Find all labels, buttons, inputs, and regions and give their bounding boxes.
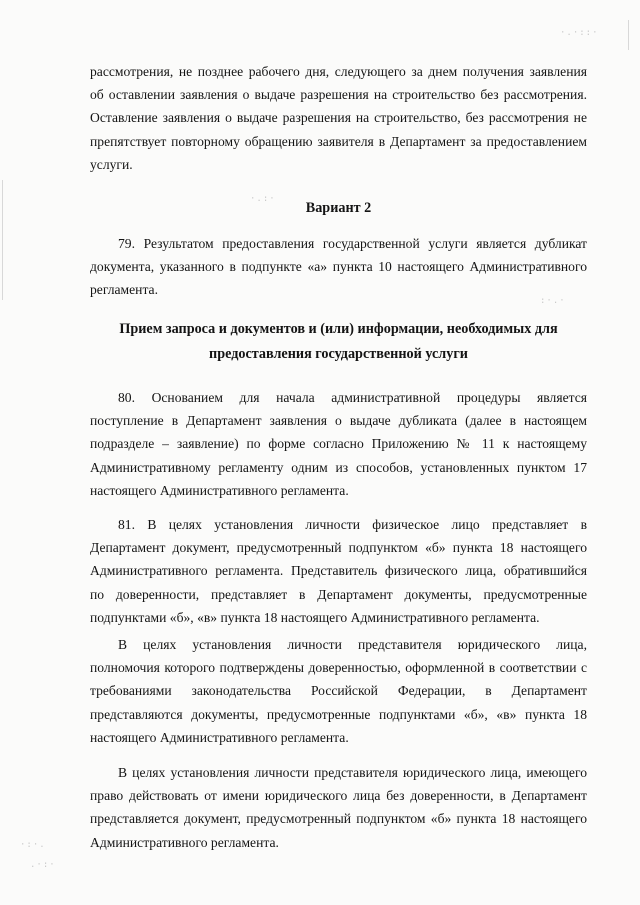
text-line: подразделе – заявление) по форме согласно Приложению № 11 к настоящему: [90, 436, 587, 452]
text-line: 80. Основанием для начала административной процедуры является: [118, 390, 587, 405]
text-line: представляется документ, предусмотренный подпунктом «б» пункта 18 настоящего: [90, 811, 587, 827]
paragraph-continuation: [90, 60, 587, 176]
text-line: настоящего Административного регламента.: [90, 729, 349, 745]
text-line: представляются документы, предусмотренные подпунктами «б», «в» пункта 18: [90, 706, 587, 722]
text-line: право действовать от имени юридического лица без доверенности, в Департамент: [90, 788, 587, 804]
scan-edge: [628, 20, 629, 50]
text-line: поступление в Департамент заявления о выдаче дубликата (далее в настоящем: [90, 413, 587, 429]
text-line: подпунктами «б», «в» пункта 18 настоящего Административного регламента.: [90, 609, 540, 625]
scan-artifact: ·.·::·: [560, 28, 599, 38]
paragraph-80: [90, 386, 587, 502]
text-line: настоящего Административного регламента.: [90, 482, 349, 498]
paragraph-legal-direct: [90, 761, 587, 854]
text-line: препятствует повторному обращению заявителя в Департамент за предоставлением: [90, 133, 587, 149]
scan-edge: [2, 180, 3, 300]
text-line: 81. В целях установления личности физическое лицо представляет в: [118, 517, 587, 532]
text-line: требованиями законодательства Российской Федерации, в Департамент: [90, 683, 587, 699]
text-line: рассмотрения, не позднее рабочего дня, следующего за днем получения заявления: [90, 64, 587, 79]
scan-artifact: ·:·.: [20, 840, 46, 850]
text-line: Административному регламенту одним из способов, установленных пунктом 17: [90, 459, 587, 475]
heading-line: Прием запроса и документов и (или) информации, необходимых для: [119, 321, 558, 337]
paragraph-81: [90, 513, 587, 629]
text-line: по доверенности, представляет в Департамент документы, предусмотренные: [90, 586, 587, 602]
heading-variant: Вариант 2: [305, 200, 372, 216]
text-line: полномочия которого подтверждены доверенностью, оформленной в соответствии с: [90, 660, 587, 676]
text-line: Административного регламента. Представитель физического лица, обратившийся: [90, 563, 587, 579]
text-line: Оставление заявления о выдаче разрешения на строительство, без рассмотрения не: [90, 110, 587, 126]
text-line: 79. Результатом предоставления государственной услуги является дубликат: [118, 236, 587, 251]
text-line: Административного регламента.: [90, 834, 279, 850]
text-line: об оставлении заявления о выдаче разрешения на строительство без рассмотрения.: [90, 87, 587, 103]
text-line: регламента.: [90, 282, 158, 298]
section-heading: [90, 317, 587, 367]
text-line: документа, указанного в подпункте «а» пункта 10 настоящего Административного: [90, 259, 587, 275]
text-line: В целях установления личности представителя юридического лица, имеющего: [118, 765, 587, 780]
paragraph-79: [90, 232, 587, 302]
text-line: услуги.: [90, 156, 133, 172]
text-line: В целях установления личности представителя юридического лица,: [118, 637, 587, 652]
text-line: Департамент документ, предусмотренный подпунктом «б» пункта 18 настоящего: [90, 540, 587, 556]
scan-artifact: :·.·: [540, 296, 566, 306]
paragraph-legal-proxy: [90, 633, 587, 749]
scan-artifact: ·.:·: [250, 194, 276, 204]
scan-artifact: .·:·: [30, 860, 56, 870]
heading-line: предоставления государственной услуги: [209, 346, 468, 362]
